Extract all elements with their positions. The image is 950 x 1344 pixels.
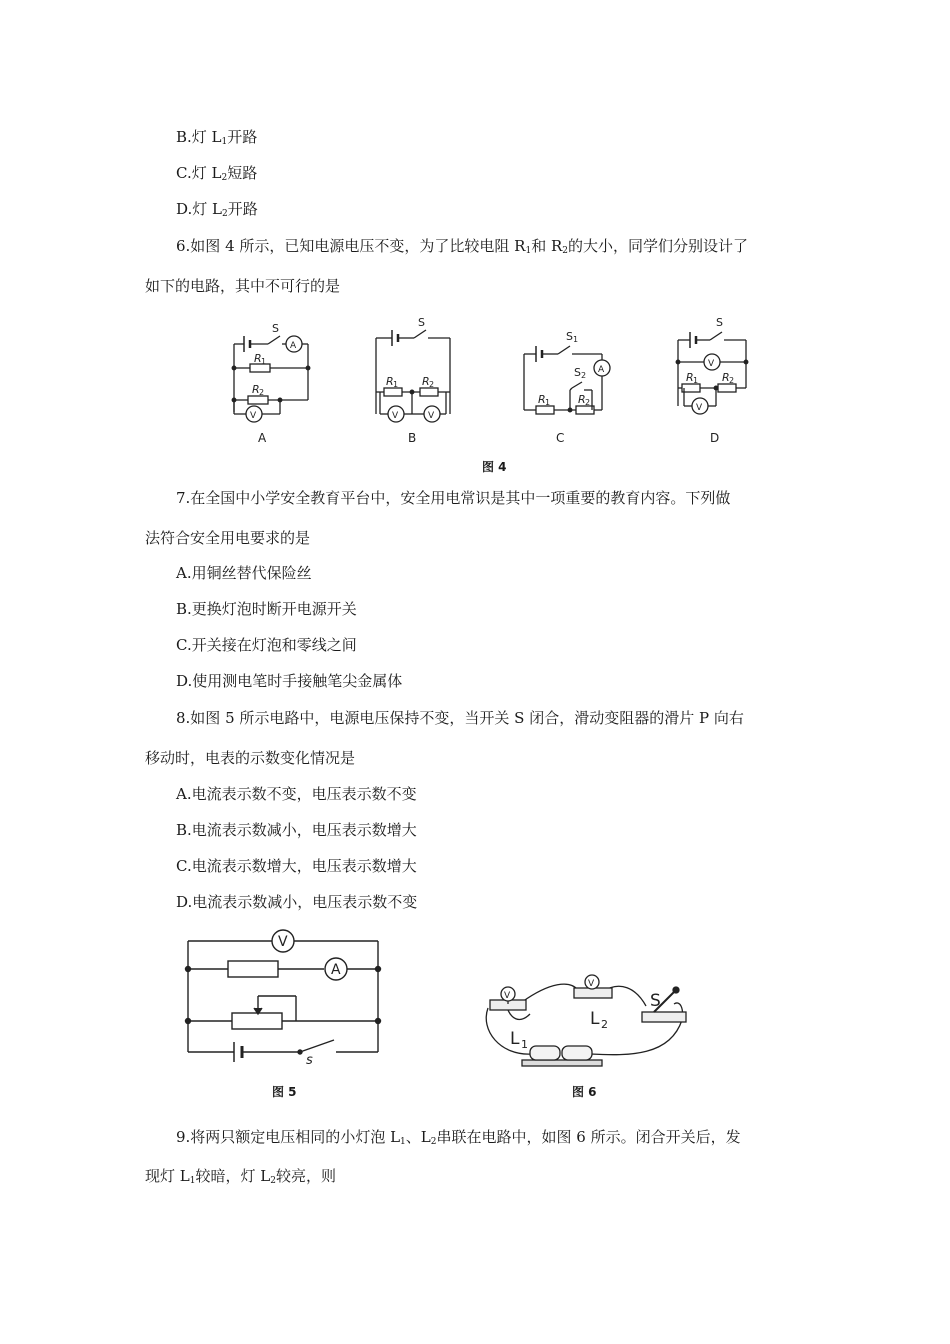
q8-option-d: D.电流表示数减小，电压表示数不变: [176, 893, 418, 911]
svg-text:L: L: [510, 1029, 520, 1049]
figure-6: [470, 960, 700, 1080]
svg-text:2: 2: [429, 380, 435, 389]
figure-6-caption: 图 6: [572, 1085, 597, 1099]
svg-text:1: 1: [693, 376, 699, 385]
svg-text:V: V: [708, 359, 715, 369]
svg-text:V: V: [278, 934, 288, 950]
svg-text:S: S: [272, 322, 279, 335]
figure-4-caption: 图 4: [482, 460, 507, 474]
svg-text:2: 2: [601, 1018, 608, 1031]
q8-stem-cont: 移动时，电表的示数变化情况是: [145, 749, 356, 767]
svg-text:B: B: [408, 431, 417, 445]
q8-option-b: B.电流表示数减小，电压表示数增大: [176, 821, 417, 839]
svg-text:V: V: [250, 411, 257, 421]
svg-text:S: S: [574, 366, 581, 379]
svg-text:R: R: [254, 352, 262, 365]
svg-text:2: 2: [581, 371, 587, 380]
svg-text:1: 1: [393, 380, 399, 389]
q5-option-b: B.灯 $L_1$开路: [176, 128, 258, 147]
svg-text:V: V: [588, 979, 595, 989]
svg-text:1: 1: [261, 357, 267, 366]
q7-option-b: B.更换灯泡时断开电源开关: [176, 600, 357, 618]
svg-text:S: S: [418, 316, 425, 329]
svg-text:C: C: [556, 431, 565, 445]
svg-text:R: R: [422, 375, 430, 388]
circuit-a: [232, 336, 310, 422]
svg-text:R: R: [386, 375, 394, 388]
q7-option-d: D.使用测电笔时手接触笔尖金属体: [176, 672, 403, 690]
svg-text:R: R: [578, 393, 586, 406]
q8-stem: 8.如图 5 所示电路中，电源电压保持不变，当开关 S 闭合，滑动变阻器的滑片 P 向右: [176, 709, 744, 727]
svg-text:2: 2: [259, 388, 265, 397]
svg-text:V: V: [392, 411, 399, 421]
svg-text:V: V: [428, 411, 435, 421]
svg-text:D: D: [710, 431, 720, 445]
svg-text:V: V: [696, 403, 703, 413]
svg-text:R: R: [538, 393, 546, 406]
svg-text:R: R: [686, 371, 694, 384]
svg-text:2: 2: [729, 376, 735, 385]
q9-stem: 9.将两只额定电压相同的小灯泡 $L_1$、$L_2$串联在电路中，如图 6 所示。闭合开关后，发: [176, 1128, 741, 1147]
svg-text:S: S: [566, 330, 573, 343]
figure-5-caption: 图 5: [272, 1085, 297, 1099]
q5-option-c: C.灯 $L_2$短路: [176, 164, 258, 183]
svg-text:L: L: [590, 1009, 600, 1029]
svg-text:A: A: [258, 431, 267, 445]
svg-text:1: 1: [545, 398, 551, 407]
q5-option-d: D.灯 $L_2$开路: [176, 200, 258, 219]
q8-option-c: C.电流表示数增大，电压表示数增大: [176, 857, 417, 875]
svg-text:2: 2: [585, 398, 591, 407]
figure-5: [180, 926, 390, 1066]
q7-stem-cont: 法符合安全用电要求的是: [145, 529, 311, 547]
q7-option-c: C.开关接在灯泡和零线之间: [176, 636, 357, 654]
svg-text:R: R: [252, 383, 260, 396]
svg-text:A: A: [598, 365, 605, 375]
figure-4: [220, 312, 760, 472]
q6-stem: 6.如图 4 所示，已知电源电压不变，为了比较电阻 $R_1$和 $R_2$的大小，同学们分别设计了: [176, 237, 749, 256]
circuit-c: [524, 346, 610, 414]
svg-text:S: S: [716, 316, 723, 329]
svg-text:R: R: [722, 371, 730, 384]
svg-text:1: 1: [573, 335, 579, 344]
q7-stem: 7.在全国中小学安全教育平台中，安全用电常识是其中一项重要的教育内容。下列做: [176, 489, 731, 507]
q7-option-a: A.用铜丝替代保险丝: [176, 564, 312, 582]
svg-text:V: V: [504, 991, 511, 1001]
svg-text:S: S: [650, 991, 661, 1011]
q9-stem-cont: 现灯 $L_1$较暗，灯 $L_2$较亮，则: [145, 1167, 336, 1186]
svg-text:1: 1: [521, 1038, 528, 1051]
q8-option-a: A.电流表示数不变，电压表示数不变: [176, 785, 417, 803]
svg-text:s: s: [306, 1053, 313, 1066]
q6-stem-cont: 如下的电路，其中不可行的是: [145, 277, 341, 295]
svg-text:A: A: [331, 962, 341, 978]
svg-text:A: A: [290, 341, 297, 351]
